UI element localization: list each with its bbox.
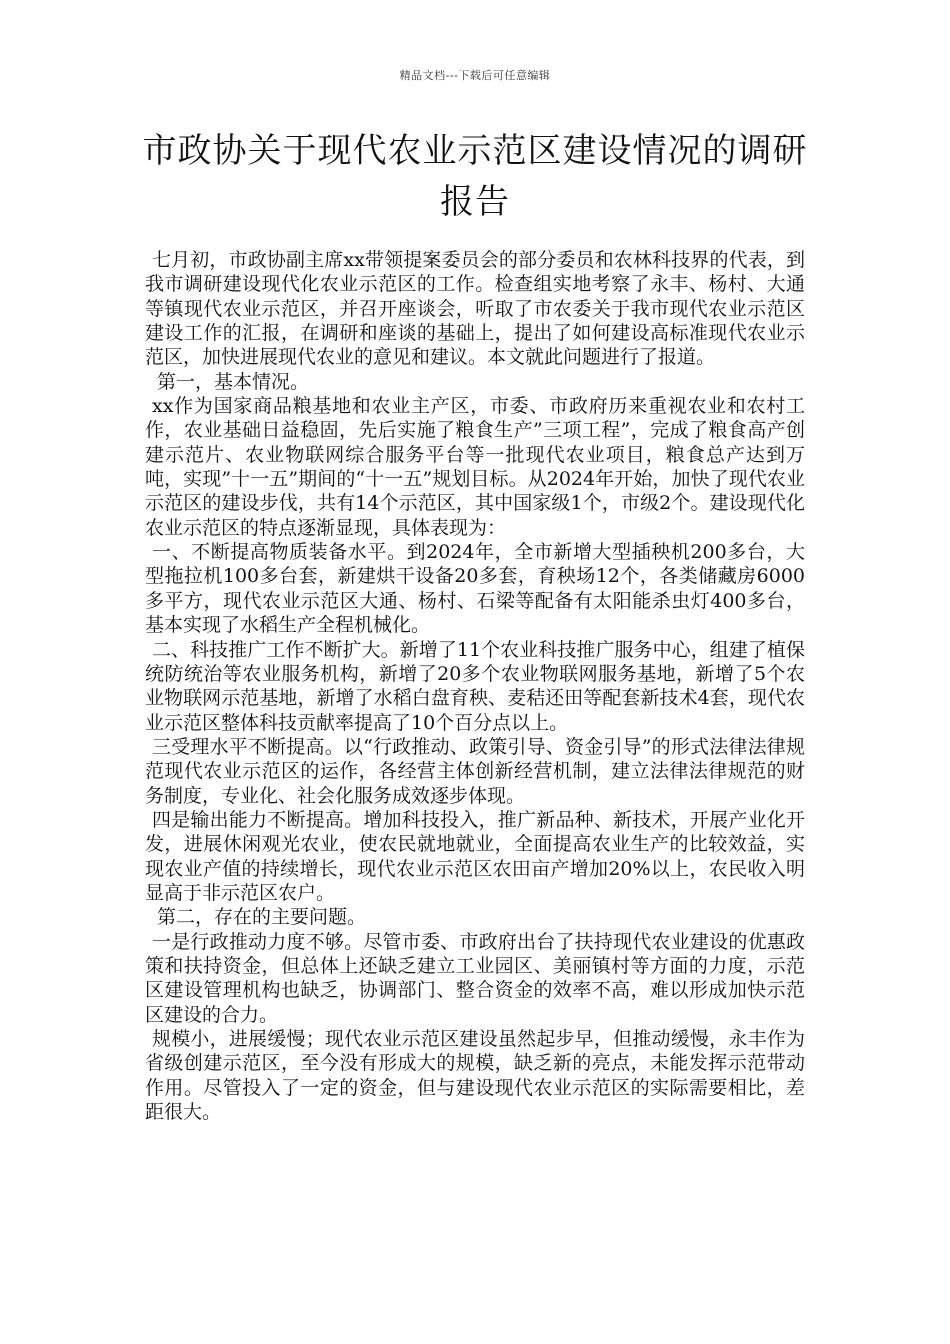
section-heading-main-problems: 第二，存在的主要问题。: [157, 906, 367, 929]
header-note: 精品文档---下载后可任意编辑: [399, 69, 551, 82]
document-title: 市政协关于现代农业示范区建设情况的调研报告: [142, 131, 808, 222]
paragraph-point-one: 一、不断提高物质装备水平。到2024年，全市新增大型插秧机200多台，大型拖拉机100多台套，新建烘干设备20多套，育秧场12个，各类储藏房6000多平方，现代农业示范区大通、杨村、石梁等配备有太阳能杀虫灯400多台，基本实现了水稻生产全程机械化。: [145, 541, 805, 637]
paragraph-problem-one: 一是行政推动力度不够。尽管市委、市政府出台了扶持现代农业建设的优惠政策和扶持资金，但总体上还缺乏建立工业园区、美丽镇村等方面的力度，示范区建设管理机构也缺乏，协调部门、整合资金的效率不高，难以形成加快示范区建设的合力。: [145, 930, 805, 1026]
paragraph-point-three: 三受理水平不断提高。以“行政推动、政策引导、资金引导”的形式法律法律规范现代农业示范区的运作，各经营主体创新经营机制，建立法律法律规范的财务制度，专业化、社会化服务成效逐步体现。: [145, 735, 805, 807]
paragraph-intro: 七月初，市政协副主席xx带领提案委员会的部分委员和农林科技界的代表，到我市调研建设现代化农业示范区的工作。检查组实地考察了永丰、杨村、大通等镇现代农业示范区，并召开座谈会，听取了市农委关于我市现代农业示范区建设工作的汇报，在调研和座谈的基础上，提出了如何建设高标准现代农业示范区，加快进展现代农业的意见和建议。本文就此问题进行了报道。: [145, 249, 805, 369]
section-heading-basic-situation: 第一，基本情况。: [157, 370, 310, 393]
paragraph-basic-situation: xx作为国家商品粮基地和农业主产区，市委、市政府历来重视农业和农村工作，农业基础日益稳固，先后实施了粮食生产”三项工程”，完成了粮食高产创建示范片、农业物联网综合服务平台等一批现代农业项目，粮食总产达到万吨，实现”十一五”期间的“十一五”规划目标。从2024年开始，加快了现代农业示范区的建设步伐，共有14个示范区，其中国家级1个，市级2个。建设现代化农业示范区的特点逐渐显现，具体表现为：: [145, 395, 805, 539]
document-body: [145, 248, 805, 1124]
paragraph-point-four: 四是输出能力不断提高。增加科技投入，推广新品种、新技术，开展产业化开发，进展休闲观光农业，使农民就地就业，全面提高农业生产的比较效益，实现农业产值的持续增长，现代农业示范区农田亩产增加20%以上，农民收入明显高于非示范区农户。: [145, 808, 805, 904]
paragraph-problem-two: 规模小，进展缓慢；现代农业示范区建设虽然起步早，但推动缓慢，永丰作为省级创建示范区，至今没有形成大的规模，缺乏新的亮点，未能发挥示范带动作用。尽管投入了一定的资金，但与建设现代农业示范区的实际需要相比，差距很大。: [145, 1028, 805, 1124]
paragraph-point-two: 二、科技推广工作不断扩大。新增了11个农业科技推广服务中心，组建了植保统防统治等农业服务机构，新增了20多个农业物联网服务基地，新增了5个农业物联网示范基地，新增了水稻白盘育秧、麦秸还田等配套新技术4套，现代农业示范区整体科技贡献率提高了10个百分点以上。: [145, 638, 805, 734]
